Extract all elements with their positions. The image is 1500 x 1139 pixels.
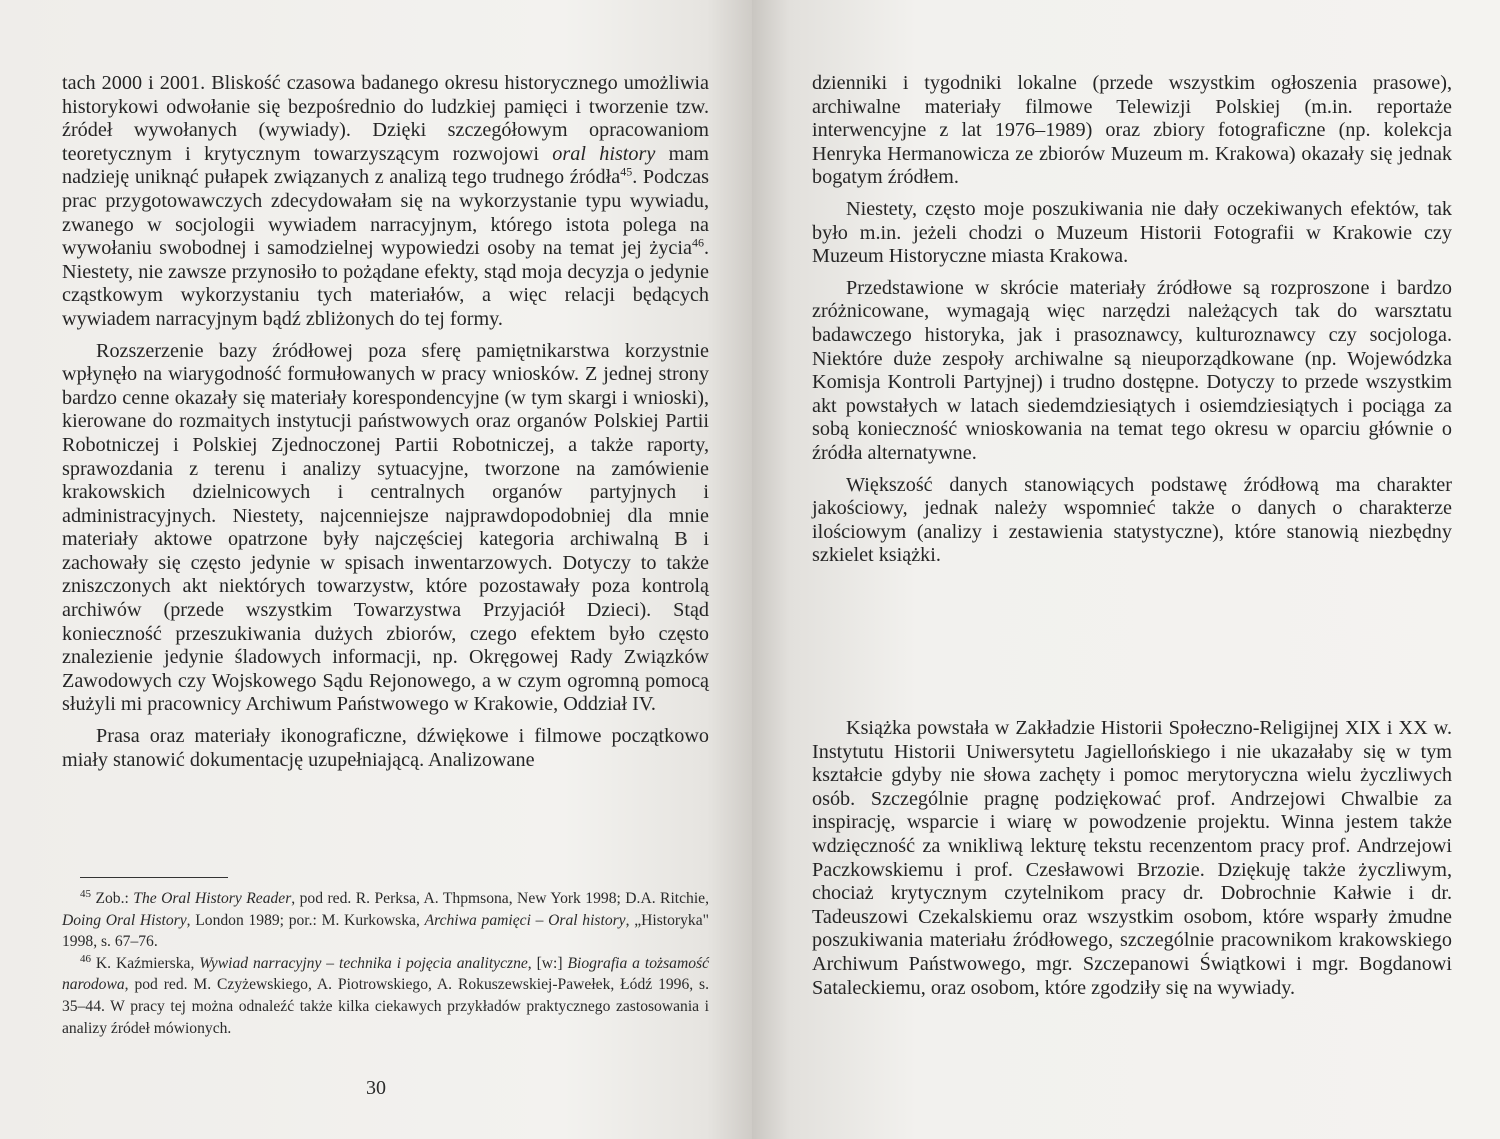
footnote-ref-45[interactable]: 45 — [620, 164, 633, 179]
right-paragraph-1: dzienniki i tygodniki lokalne (przede wszystkim ogłoszenia prasowe), archiwalne materiały filmowe Telewizji Polskiej (m.in. reportaże interwencyjne z lat 1976–1989) oraz zbiory fotograficzne (np. kolekcja Henryka Hermanowicza ze zbiorów Muzeum m. Krakowa) okazały się jednak bogatym źródłem. — [812, 72, 1452, 189]
left-paragraph-2: Rozszerzenie bazy źródłowej poza sferę pamiętnikarstwa korzystnie wpłynęło na wiarygodność formułowanych w pracy wniosków. Z jednej strony bardzo cenne okazały się materiały korespondencyjne (w tym skargi i wnioski), kierowane do rozmaitych instytucji państwowych oraz organów Polskiej Partii Robotniczej i Polskiej Zjednoczonej Partii Robotniczej, a także raporty, sprawozdania z terenu i analizy sytuacyjne, tworzone na zamówienie krakowskich dzielnicowych i centralnych organów partyjnych i administracyjnych. Niestety, najcenniejsze najprawdopodobniej dla mnie materiały aktowe opatrzone były najczęściej kategoria archiwalną B i zachowały się często jedynie w spisach inwentarzowych. Dotyczy to także zniszczonych akt niektórych towarzystw, które pozostawały poza kontrolą archiwów (przede wszystkim Towarzystwa Przyjaciół Dzieci). Stąd konieczność przeszukiwania dużych zbiorów, czego efektem było często znalezienie jedynie śladowych informacji, np. Okręgowej Rady Związków Zawodowych czy Wojskowego Sądu Rejonowego, a w czym ogromną pomocą służyli mi pracownicy Archiwum Państwowego w Krakowie, Oddział IV. — [62, 339, 709, 716]
italic-oral-history: oral history — [552, 142, 656, 165]
right-paragraph-2: Niestety, często moje poszukiwania nie dały oczekiwanych efektów, tak było m.in. jeżeli chodzi o Muzeum Historii Fotografii w Krakowie czy Muzeum Historyczne miasta Krakowa. — [812, 197, 1452, 268]
left-paragraph-1: tach 2000 i 2001. Bliskość czasowa badanego okresu historycznego umożliwia historykowi odwołanie się bezpośrednio do ludzkiej pamięci i tworzenie tzw. źródeł wywołanych (wywiady). Dzięki szczegółowym opracowaniom teoretycznym i krytycznym towarzyszącym rozwojowi oral history mam nadzieję uniknąć pułapek związanych z analizą tego trudnego źródła$^{45}$. Podczas prac przygotowawczych zdecydowałam się na wykorzystanie typu wywiadu, zwanego w socjologii wywiadem narracyjnym, którego istota polega na wywołaniu swobodnej i samodzielnej wypowiedzi osoby na temat jej życia$^{46}$. Niestety, nie zawsze przynosiło to pożądane efekty, stąd moja decyzja o jedynie cząstkowym wykorzystaniu tych materiałów, a więc relacji będących wywiadem narracyjnym bądź zbliżonych do tej formy. — [62, 72, 709, 330]
footnote-45: $^{45}$ Zob.: The Oral History Reader, pod red. R. Perksa, A. Thpmsona, New York 1998; D.A. Ritchie, Doing Oral History, London 1989; por.: M. Kurkowska, Archiwa pamięci – Oral history, „Historyka" 1998, s. 67–76. — [62, 887, 710, 951]
footnote-number-46: 46 — [80, 952, 91, 965]
footnotes — [62, 888, 709, 1039]
footnote-number-45: 45 — [80, 887, 91, 900]
right-page — [752, 0, 1500, 1139]
footnote-ref-46[interactable]: 46 — [691, 235, 704, 250]
acknowledgements-paragraph: Książka powstała w Zakładzie Historii Społeczno-Religijnej XIX i XX w. Instytutu Historii Uniwersytetu Jagiellońskiego i nie ukazałaby się w tym kształcie gdyby nie słowa zachęty i pomoc merytoryczna wielu życzliwych osób. Szczególnie pragnę podziękować prof. Andrzejowi Chwalbie za inspirację, wsparcie i wiarę w powodzenie projektu. Winna jestem także wdzięczność za wnikliwą lekturę tekstu recenzentom pracy prof. Andrzejowi Paczkowskiemu i prof. Czesławowi Brzozie. Dziękuję także życzliwym, chociaż krytycznym czytelnikom pracy dr. Dobrochnie Kałwie i dr. Tadeuszowi Czekalskiemu oraz wszystkim osobom, które wsparły żmudne poszukiwania materiału źródłowego, szczególnie pracownikom krakowskiego Archiwum Państwowego, mgr. Szczepanowi Świątkowi i mgr. Bogdanowi Sataleckiemu, oraz osobom, które zgodziły się na wywiady. — [812, 717, 1452, 999]
right-paragraph-3: Przedstawione w skrócie materiały źródłowe są rozproszone i bardzo zróżnicowane, wymagają więc narzędzi należących tak do warsztatu badawczego historyka, jak i prasoznawcy, kulturoznawcy czy socjologa. Niektóre duże zespoły archiwalne są nieuporządkowane (np. Wojewódzka Komisja Kontroli Partyjnej) i trudno dostępne. Dotyczy to przede wszystkim akt powstałych w latach siedemdziesiątych i osiemdziesiątych i pociąga za sobą konieczność wnioskowania na temat tego okresu w oparciu głównie o źródła alternatywne. — [812, 276, 1452, 464]
left-page-body — [62, 72, 709, 780]
left-paragraph-3: Prasa oraz materiały ikonograficzne, dźwiękowe i filmowe początkowo miały stanowić dokumentację uzupełniającą. Analizowane — [62, 725, 709, 771]
acknowledgements — [812, 717, 1452, 1008]
page-number: 30 — [366, 1077, 386, 1099]
right-page-body — [812, 72, 1452, 576]
footnote-separator — [80, 877, 228, 878]
right-paragraph-4: Większość danych stanowiących podstawę źródłową ma charakter jakościowy, jednak należy wspomnieć także o danych o charakterze ilościowym (analizy i zestawienia statystyczne), które stanowią niezbędny szkielet książki. — [812, 473, 1452, 567]
footnote-46: $^{46}$ K. Kaźmierska, Wywiad narracyjny – technika i pojęcia analityczne, [w:] Biografia a tożsamość narodowa, pod red. M. Czyżewskiego, A. Piotrowskiego, A. Rokuszewskiej-Pawełek, Łódź 1996, s. 35–44. W pracy tej można odnaleźć także kilka ciekawych przykładów praktycznego zastosowania i analizy źródeł mówionych. — [62, 952, 710, 1037]
